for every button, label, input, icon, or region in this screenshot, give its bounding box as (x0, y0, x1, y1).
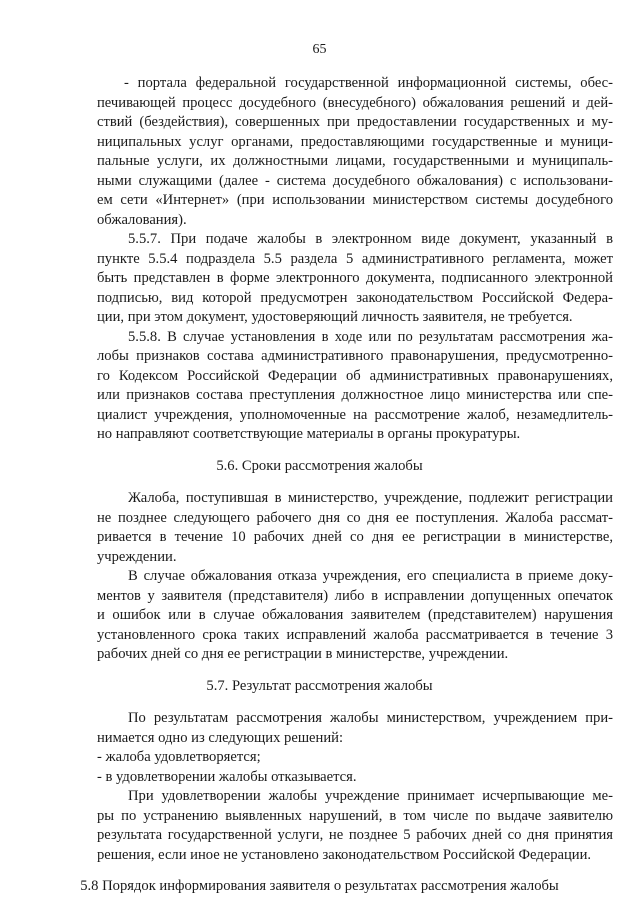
paragraph-line: но направляют соответствующие материалы в органы прокуратуры. (97, 426, 521, 442)
paragraph-line: ции, при этом документ, удостоверяющий личность заявителя, не требуется. (97, 309, 573, 325)
paragraph-line: ры по устранению выявленных нарушений, в том числе по выдаче заявителю (97, 808, 613, 824)
paragraph-line: ривается в течение 10 рабочих дней со дня ее регистрации в министерстве, (97, 529, 613, 545)
paragraph-line: го Кодексом Российской Федерации об административных правонарушениях, (97, 368, 613, 384)
paragraph-line: ем сети «Интернет» (при использовании министерством системы досудебного (97, 192, 613, 208)
paragraph-line: установленного срока таких исправлений жалоба рассматривается в течение 3 (97, 627, 613, 643)
paragraph-line: рабочих дней со дня ее регистрации в министерстве, учреждении. (97, 646, 509, 662)
list-item: - жалоба удовлетворяется; (97, 749, 261, 765)
paragraph-line: подписью, вид которой предусмотрен законодательством Российской Федера- (97, 290, 613, 306)
paragraph-line: учреждении. (97, 549, 177, 565)
paragraph-line: ментов у заявителя (представителя) либо в исправлении допущенных опечаток (97, 588, 613, 604)
paragraph-line: циалист учреждения, уполномоченные на рассмотрение жалоб, незамедлитель- (97, 407, 613, 423)
paragraph-line: пальные услуги, их должностными лицами, государственными и муниципаль- (97, 153, 613, 169)
paragraph-line: 5.5.8. В случае установления в ходе или по результатам рассмотрения жа- (128, 329, 613, 345)
section-heading: 5.8 Порядок информирования заявителя о результатах рассмотрения жалобы (80, 878, 559, 894)
paragraph-line: 5.5.7. При подаче жалобы в электронном виде документ, указанный в (128, 231, 613, 247)
paragraph-line: ными служащими (далее - система досудебного обжалования) с использовани- (97, 173, 613, 189)
paragraph-line: не позднее следующего рабочего дня со дня ее поступления. Жалоба рассмат- (97, 510, 613, 526)
paragraph-line: печивающей процесс досудебного (внесудебного) обжалования решений и дей- (97, 95, 613, 111)
page-number: 65 (312, 42, 327, 57)
paragraph-line: При удовлетворении жалобы учреждение принимает исчерпывающие ме- (128, 788, 613, 804)
paragraph-line: Жалоба, поступившая в министерство, учреждение, подлежит регистрации (128, 490, 613, 506)
paragraph-line: и ошибок или в случае обжалования заявителем (представителем) нарушения (97, 607, 613, 623)
list-item: - в удовлетворении жалобы отказывается. (97, 769, 357, 785)
paragraph-line: лобы признаков состава административного правонарушения, предусмотренно- (97, 348, 613, 364)
section-heading: 5.6. Сроки рассмотрения жалобы (216, 458, 423, 474)
section-heading: 5.7. Результат рассмотрения жалобы (206, 678, 433, 694)
paragraph-line: решения, если иное не установлено законодательством Российской Федерации. (97, 847, 592, 863)
paragraph-line: или признаков состава преступления должностное лицо министерства или спе- (97, 387, 613, 403)
paragraph-line: - портала федеральной государственной информационной системы, обес- (124, 75, 613, 91)
paragraph-line: обжалования). (97, 212, 187, 228)
paragraph-line: нимается одно из следующих решений: (97, 730, 344, 746)
paragraph-line: результата государственной услуги, не позднее 5 рабочих дней со дня принятия (97, 827, 613, 843)
paragraph-line: По результатам рассмотрения жалобы министерством, учреждением при- (128, 710, 613, 726)
paragraph-line: ниципальных услуг органами, предоставляющими государственные и муници- (97, 134, 613, 150)
paragraph-line: В случае обжалования отказа учреждения, его специалиста в приеме доку- (128, 568, 613, 584)
paragraph-line: ствий (бездействия), совершенных при предоставлении государственных и му- (97, 114, 613, 130)
paragraph-line: пункте 5.5.4 подраздела 5.5 раздела 5 административного регламента, может (97, 251, 613, 267)
paragraph-line: быть представлен в форме электронного документа, подписанного электронной (97, 270, 613, 286)
